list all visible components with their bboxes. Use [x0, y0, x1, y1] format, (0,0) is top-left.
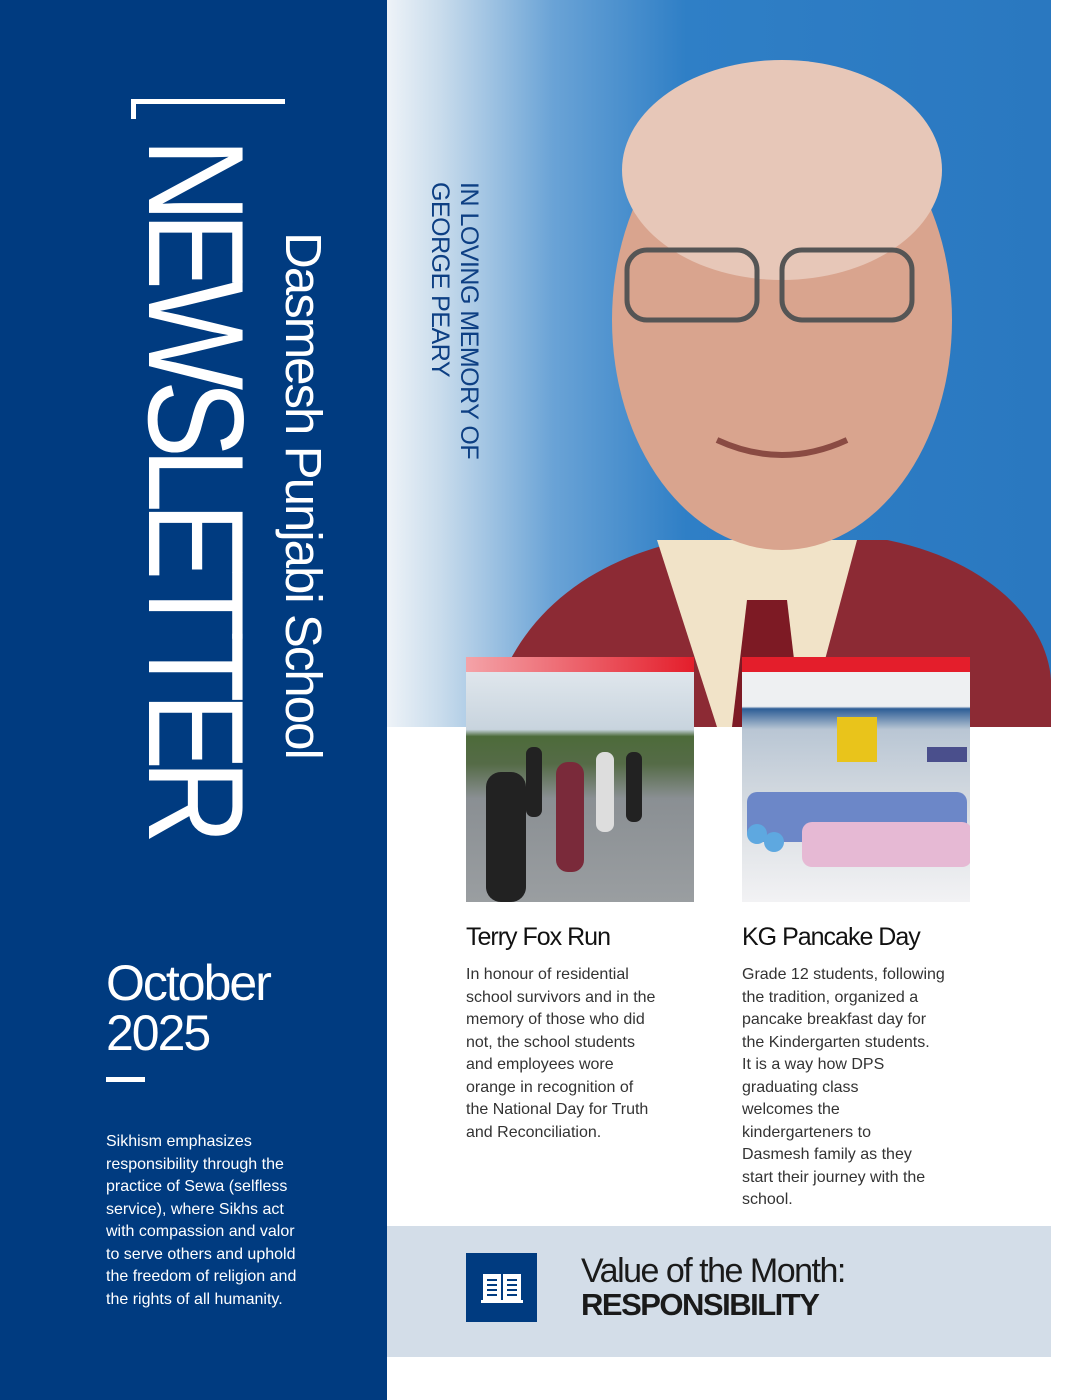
value-name: RESPONSIBILITY — [581, 1287, 819, 1322]
intro-text: Sikhism emphasizes responsibility through the practice of Sewa (selfless service), where Sikhs act with compassion and valor to serve others and uphold the freedom of religion and the rights of all humanity. — [106, 1133, 297, 1308]
memorial-caption — [425, 182, 483, 459]
date-rule — [106, 1077, 145, 1082]
value-label: Value of the Month: — [581, 1252, 845, 1290]
top-rule — [131, 99, 285, 104]
article-terry-fox-run — [466, 657, 694, 1144]
issue-year: 2025 — [106, 1005, 210, 1061]
article-title: Terry Fox Run — [466, 923, 610, 951]
memorial-photo — [387, 0, 1051, 727]
memorial-line-1: IN LOVING MEMORY OF — [455, 182, 483, 460]
book-icon — [466, 1253, 537, 1322]
portrait-illustration — [387, 0, 1051, 727]
issue-month: October — [106, 955, 270, 1011]
kg-pancake-day-photo — [742, 672, 970, 902]
newsletter-title: NEWSLETTER — [120, 138, 272, 835]
article-body: In honour of residential school survivors and in the memory of those who did not, the school students and employees wore orange in recognition of the National Day for Truth and Reconciliation. — [466, 966, 656, 1141]
value-of-month-banner — [387, 1226, 1051, 1357]
article-accent-bar — [466, 657, 694, 672]
article-accent-bar — [742, 657, 970, 672]
article-body: Grade 12 students, following the tradition, organized a pancake breakfast day for the Kindergarten students. It is a way how DPS graduating class welcomes the kindergarteners to Dasmesh family as they start their journey with the school. — [742, 966, 945, 1208]
memorial-line-2: GEORGE PEARY — [426, 182, 454, 377]
article-kg-pancake-day — [742, 657, 970, 1212]
article-title: KG Pancake Day — [742, 923, 920, 951]
school-name: Dasmesh Punjabi School — [275, 232, 332, 758]
terry-fox-run-photo — [466, 672, 694, 902]
top-rule-tick — [131, 99, 136, 119]
sidebar — [0, 0, 387, 1400]
issue-date — [106, 955, 270, 1061]
